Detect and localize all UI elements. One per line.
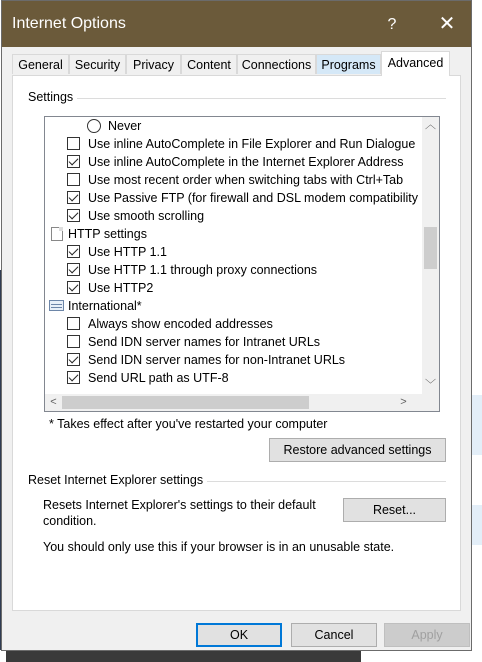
scroll-up-arrow-icon[interactable]: ︿	[425, 119, 436, 131]
checkbox[interactable]	[67, 335, 80, 348]
checkbox[interactable]	[67, 371, 80, 384]
tab-programs[interactable]: Programs	[316, 54, 381, 74]
background-window-right	[472, 0, 482, 662]
reset-description-line1: Resets Internet Explorer's settings to their default	[43, 498, 316, 512]
title-bar[interactable]	[2, 1, 471, 47]
list-item-label: Use Passive FTP (for firewall and DSL modem compatibility	[88, 191, 418, 205]
radio-button[interactable]	[87, 119, 101, 133]
list-item-label: Send IDN server names for Intranet URLs	[88, 335, 321, 349]
internet-options-dialog	[1, 0, 472, 651]
tab-content[interactable]: Content	[181, 54, 237, 74]
tab-general[interactable]: General	[12, 54, 69, 74]
help-icon[interactable]: ?	[387, 16, 397, 33]
scroll-left-arrow-icon[interactable]: <	[50, 396, 57, 408]
reset-description-line2: condition.	[43, 514, 97, 528]
horizontal-scrollbar[interactable]	[45, 394, 422, 411]
background-highlight	[472, 505, 482, 545]
list-item-label: Send IDN server names for non-Intranet URLs	[88, 353, 346, 367]
checkbox[interactable]	[67, 137, 80, 150]
list-item-label: Use most recent order when switching tabs with Ctrl+Tab	[88, 173, 404, 187]
vertical-scrollbar[interactable]	[422, 117, 439, 394]
checkbox[interactable]	[67, 209, 80, 222]
scroll-down-arrow-icon[interactable]: ﹀	[425, 379, 436, 391]
checkbox[interactable]	[67, 353, 80, 366]
list-item-label: Never	[108, 119, 142, 133]
checkbox[interactable]	[67, 281, 80, 294]
horizontal-scroll-thumb[interactable]	[62, 396, 309, 409]
ok-button[interactable]: OK	[196, 623, 282, 647]
checkbox[interactable]	[67, 173, 80, 186]
list-item-label: Use inline AutoComplete in the Internet Explorer Address	[88, 155, 404, 169]
reset-button[interactable]: Reset...	[343, 498, 446, 522]
list-item-label: Use HTTP2	[88, 281, 154, 295]
checkbox[interactable]	[67, 245, 80, 258]
restore-advanced-settings-button[interactable]: Restore advanced settings	[269, 438, 446, 462]
advanced-tab-panel	[12, 75, 461, 611]
window-title: Internet Options	[12, 15, 126, 32]
scrollbar-corner	[422, 394, 439, 411]
category-label: HTTP settings	[68, 227, 147, 241]
settings-tree-list[interactable]	[44, 116, 440, 412]
folder-icon	[51, 227, 63, 241]
list-item-label: Send URL path as UTF-8	[88, 371, 229, 385]
settings-group-label: Settings	[28, 90, 77, 104]
apply-button[interactable]: Apply	[384, 623, 470, 647]
list-item-label: Use HTTP 1.1 through proxy connections	[88, 263, 318, 277]
vertical-scroll-thumb[interactable]	[424, 227, 437, 269]
cancel-button[interactable]: Cancel	[291, 623, 377, 647]
background-highlight	[472, 395, 482, 455]
scroll-right-arrow-icon[interactable]: >	[400, 396, 407, 408]
tab-security[interactable]: Security	[69, 54, 126, 74]
close-icon[interactable]: ✕	[438, 13, 456, 35]
checkbox[interactable]	[67, 317, 80, 330]
tab-connections[interactable]: Connections	[237, 54, 316, 74]
checkbox[interactable]	[67, 263, 80, 276]
list-item-label: Use HTTP 1.1	[88, 245, 167, 259]
category-label: International*	[68, 299, 142, 313]
background-taskbar	[6, 650, 361, 662]
settings-list-viewport	[45, 117, 422, 394]
list-item-label: Always show encoded addresses	[88, 317, 273, 331]
reset-warning-text: You should only use this if your browser is in an unusable state.	[43, 540, 395, 554]
international-settings-icon	[49, 300, 64, 311]
background-window-bottom	[0, 650, 482, 662]
list-item-label: Use inline AutoComplete in File Explorer and Run Dialogue	[88, 137, 416, 151]
list-item-label: Use smooth scrolling	[88, 209, 205, 223]
checkbox[interactable]	[67, 191, 80, 204]
tab-privacy[interactable]: Privacy	[126, 54, 181, 74]
checkbox[interactable]	[67, 155, 80, 168]
settings-group-divider	[29, 98, 446, 99]
tab-advanced[interactable]: Advanced	[381, 51, 450, 76]
reset-group-label: Reset Internet Explorer settings	[28, 473, 207, 487]
restart-note: * Takes effect after you've restarted your computer	[49, 417, 328, 431]
